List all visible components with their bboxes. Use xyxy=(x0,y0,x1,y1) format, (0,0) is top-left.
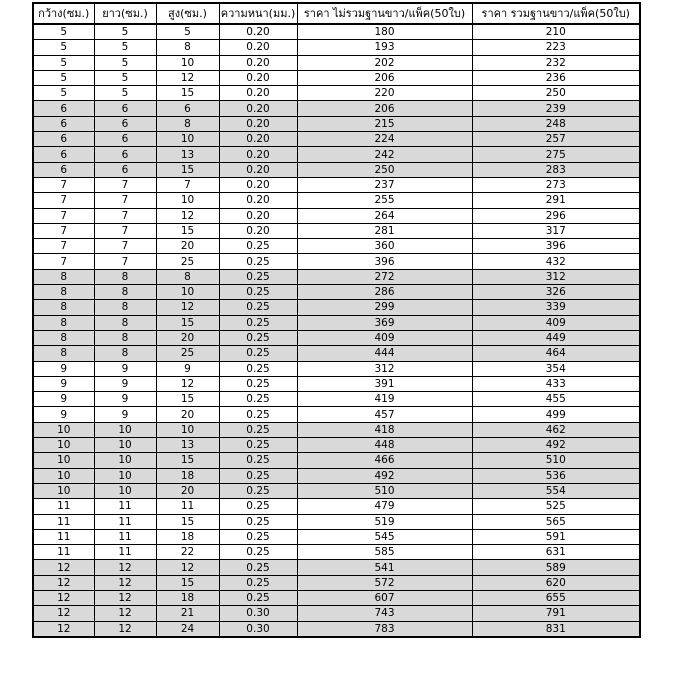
cell-thickness: 0.25 xyxy=(219,300,297,315)
cell-price-with-base: 223 xyxy=(472,40,640,55)
cell-price-without-base: 466 xyxy=(297,453,472,468)
cell-thickness: 0.20 xyxy=(219,86,297,101)
cell-length: 7 xyxy=(94,177,156,192)
cell-height: 9 xyxy=(156,361,219,376)
cell-price-with-base: 275 xyxy=(472,147,640,162)
cell-height: 15 xyxy=(156,86,219,101)
table-row xyxy=(33,514,640,529)
cell-length: 7 xyxy=(94,193,156,208)
cell-length: 12 xyxy=(94,590,156,605)
cell-length: 12 xyxy=(94,621,156,637)
cell-price-with-base: 432 xyxy=(472,254,640,269)
table-row xyxy=(33,55,640,70)
cell-price-with-base: 831 xyxy=(472,621,640,637)
cell-price-without-base: 418 xyxy=(297,422,472,437)
cell-price-without-base: 519 xyxy=(297,514,472,529)
cell-height: 22 xyxy=(156,545,219,560)
cell-thickness: 0.25 xyxy=(219,422,297,437)
cell-price-without-base: 202 xyxy=(297,55,472,70)
table-row xyxy=(33,606,640,621)
cell-price-without-base: 255 xyxy=(297,193,472,208)
cell-thickness: 0.25 xyxy=(219,254,297,269)
table-row xyxy=(33,24,640,40)
cell-height: 15 xyxy=(156,453,219,468)
cell-length: 5 xyxy=(94,24,156,40)
cell-thickness: 0.25 xyxy=(219,269,297,284)
cell-thickness: 0.20 xyxy=(219,132,297,147)
cell-price-without-base: 479 xyxy=(297,499,472,514)
cell-length: 7 xyxy=(94,239,156,254)
cell-height: 15 xyxy=(156,315,219,330)
cell-thickness: 0.20 xyxy=(219,116,297,131)
cell-length: 10 xyxy=(94,438,156,453)
cell-price-without-base: 299 xyxy=(297,300,472,315)
header-row xyxy=(33,3,640,24)
cell-width: 7 xyxy=(33,254,94,269)
price-table xyxy=(32,2,641,638)
table-row xyxy=(33,239,640,254)
cell-price-without-base: 206 xyxy=(297,101,472,116)
cell-price-with-base: 631 xyxy=(472,545,640,560)
cell-height: 18 xyxy=(156,590,219,605)
cell-price-without-base: 281 xyxy=(297,223,472,238)
cell-price-with-base: 291 xyxy=(472,193,640,208)
cell-thickness: 0.20 xyxy=(219,101,297,116)
cell-price-without-base: 444 xyxy=(297,346,472,361)
table-row xyxy=(33,468,640,483)
table-row xyxy=(33,315,640,330)
cell-length: 6 xyxy=(94,147,156,162)
cell-thickness: 0.20 xyxy=(219,40,297,55)
cell-thickness: 0.20 xyxy=(219,193,297,208)
cell-thickness: 0.25 xyxy=(219,468,297,483)
cell-height: 15 xyxy=(156,514,219,529)
cell-length: 6 xyxy=(94,116,156,131)
cell-thickness: 0.25 xyxy=(219,590,297,605)
cell-thickness: 0.25 xyxy=(219,529,297,544)
table-row xyxy=(33,269,640,284)
cell-price-without-base: 572 xyxy=(297,575,472,590)
cell-width: 8 xyxy=(33,315,94,330)
cell-length: 8 xyxy=(94,269,156,284)
cell-width: 6 xyxy=(33,147,94,162)
header-price-with-base: ราคา รวมฐานขาว/แพ็ค(50ใบ) xyxy=(472,3,640,24)
cell-width: 12 xyxy=(33,560,94,575)
cell-width: 9 xyxy=(33,407,94,422)
cell-price-with-base: 455 xyxy=(472,392,640,407)
header-height: สูง(ซม.) xyxy=(156,3,219,24)
table-header xyxy=(33,3,640,24)
cell-price-with-base: 589 xyxy=(472,560,640,575)
cell-width: 9 xyxy=(33,392,94,407)
cell-price-without-base: 607 xyxy=(297,590,472,605)
cell-width: 6 xyxy=(33,101,94,116)
cell-width: 12 xyxy=(33,621,94,637)
cell-height: 20 xyxy=(156,483,219,498)
cell-price-without-base: 419 xyxy=(297,392,472,407)
cell-length: 10 xyxy=(94,453,156,468)
cell-price-with-base: 499 xyxy=(472,407,640,422)
table-row xyxy=(33,621,640,637)
table-row xyxy=(33,116,640,131)
cell-price-with-base: 396 xyxy=(472,239,640,254)
cell-width: 10 xyxy=(33,422,94,437)
cell-price-with-base: 554 xyxy=(472,483,640,498)
table-row xyxy=(33,438,640,453)
cell-height: 20 xyxy=(156,407,219,422)
cell-thickness: 0.25 xyxy=(219,575,297,590)
table-row xyxy=(33,407,640,422)
cell-thickness: 0.25 xyxy=(219,407,297,422)
table-row xyxy=(33,346,640,361)
cell-height: 11 xyxy=(156,499,219,514)
cell-width: 8 xyxy=(33,346,94,361)
cell-thickness: 0.25 xyxy=(219,453,297,468)
cell-width: 9 xyxy=(33,376,94,391)
cell-length: 7 xyxy=(94,223,156,238)
cell-price-without-base: 312 xyxy=(297,361,472,376)
cell-price-with-base: 210 xyxy=(472,24,640,40)
cell-thickness: 0.25 xyxy=(219,376,297,391)
cell-length: 5 xyxy=(94,86,156,101)
price-table-sheet xyxy=(32,2,639,638)
cell-length: 11 xyxy=(94,529,156,544)
cell-height: 7 xyxy=(156,177,219,192)
cell-thickness: 0.25 xyxy=(219,239,297,254)
cell-thickness: 0.20 xyxy=(219,147,297,162)
table-row xyxy=(33,101,640,116)
table-row xyxy=(33,453,640,468)
cell-width: 10 xyxy=(33,468,94,483)
cell-height: 8 xyxy=(156,40,219,55)
table-row xyxy=(33,376,640,391)
cell-thickness: 0.25 xyxy=(219,285,297,300)
cell-price-without-base: 391 xyxy=(297,376,472,391)
cell-height: 12 xyxy=(156,300,219,315)
cell-height: 6 xyxy=(156,101,219,116)
cell-height: 12 xyxy=(156,208,219,223)
table-row xyxy=(33,560,640,575)
cell-width: 10 xyxy=(33,453,94,468)
cell-height: 21 xyxy=(156,606,219,621)
cell-length: 8 xyxy=(94,285,156,300)
cell-price-without-base: 206 xyxy=(297,70,472,85)
cell-thickness: 0.25 xyxy=(219,545,297,560)
cell-price-without-base: 250 xyxy=(297,162,472,177)
cell-price-with-base: 232 xyxy=(472,55,640,70)
cell-thickness: 0.20 xyxy=(219,162,297,177)
cell-width: 11 xyxy=(33,529,94,544)
table-row xyxy=(33,300,640,315)
cell-width: 7 xyxy=(33,177,94,192)
cell-length: 11 xyxy=(94,514,156,529)
header-length: ยาว(ซม.) xyxy=(94,3,156,24)
table-row xyxy=(33,162,640,177)
cell-length: 12 xyxy=(94,560,156,575)
cell-price-with-base: 312 xyxy=(472,269,640,284)
table-row xyxy=(33,86,640,101)
cell-width: 11 xyxy=(33,499,94,514)
cell-price-with-base: 248 xyxy=(472,116,640,131)
cell-thickness: 0.25 xyxy=(219,315,297,330)
cell-thickness: 0.25 xyxy=(219,438,297,453)
cell-thickness: 0.25 xyxy=(219,346,297,361)
cell-height: 15 xyxy=(156,162,219,177)
table-row xyxy=(33,208,640,223)
cell-price-with-base: 239 xyxy=(472,101,640,116)
cell-thickness: 0.20 xyxy=(219,55,297,70)
cell-price-with-base: 464 xyxy=(472,346,640,361)
cell-price-with-base: 449 xyxy=(472,330,640,345)
cell-height: 10 xyxy=(156,55,219,70)
cell-length: 8 xyxy=(94,315,156,330)
header-width: กว้าง(ซม.) xyxy=(33,3,94,24)
cell-width: 12 xyxy=(33,575,94,590)
cell-thickness: 0.20 xyxy=(219,24,297,40)
cell-price-with-base: 257 xyxy=(472,132,640,147)
cell-width: 9 xyxy=(33,361,94,376)
cell-price-with-base: 655 xyxy=(472,590,640,605)
cell-price-with-base: 791 xyxy=(472,606,640,621)
cell-width: 12 xyxy=(33,590,94,605)
table-row xyxy=(33,177,640,192)
cell-length: 11 xyxy=(94,545,156,560)
table-row xyxy=(33,70,640,85)
cell-width: 5 xyxy=(33,24,94,40)
cell-price-without-base: 743 xyxy=(297,606,472,621)
cell-price-with-base: 462 xyxy=(472,422,640,437)
header-price-without-base: ราคา ไม่รวมฐานขาว/แพ็ค(50ใบ) xyxy=(297,3,472,24)
cell-height: 8 xyxy=(156,269,219,284)
cell-length: 11 xyxy=(94,499,156,514)
cell-width: 6 xyxy=(33,162,94,177)
cell-thickness: 0.20 xyxy=(219,70,297,85)
cell-width: 8 xyxy=(33,269,94,284)
cell-width: 7 xyxy=(33,239,94,254)
cell-length: 6 xyxy=(94,162,156,177)
cell-length: 6 xyxy=(94,132,156,147)
table-row xyxy=(33,590,640,605)
cell-price-without-base: 396 xyxy=(297,254,472,269)
cell-length: 8 xyxy=(94,346,156,361)
cell-thickness: 0.20 xyxy=(219,177,297,192)
table-row xyxy=(33,147,640,162)
cell-price-with-base: 339 xyxy=(472,300,640,315)
cell-width: 6 xyxy=(33,116,94,131)
cell-width: 10 xyxy=(33,438,94,453)
header-thickness: ความหนา(มม.) xyxy=(219,3,297,24)
cell-price-with-base: 510 xyxy=(472,453,640,468)
table-row xyxy=(33,483,640,498)
cell-price-without-base: 220 xyxy=(297,86,472,101)
cell-price-without-base: 272 xyxy=(297,269,472,284)
cell-height: 25 xyxy=(156,254,219,269)
cell-price-without-base: 545 xyxy=(297,529,472,544)
cell-price-with-base: 273 xyxy=(472,177,640,192)
cell-thickness: 0.30 xyxy=(219,606,297,621)
cell-width: 7 xyxy=(33,193,94,208)
cell-length: 10 xyxy=(94,422,156,437)
cell-height: 12 xyxy=(156,560,219,575)
cell-height: 8 xyxy=(156,116,219,131)
cell-thickness: 0.25 xyxy=(219,499,297,514)
cell-length: 5 xyxy=(94,70,156,85)
cell-width: 8 xyxy=(33,285,94,300)
cell-price-without-base: 457 xyxy=(297,407,472,422)
table-row xyxy=(33,223,640,238)
cell-width: 7 xyxy=(33,208,94,223)
cell-height: 12 xyxy=(156,376,219,391)
cell-width: 11 xyxy=(33,545,94,560)
cell-price-without-base: 541 xyxy=(297,560,472,575)
cell-height: 5 xyxy=(156,24,219,40)
cell-price-with-base: 433 xyxy=(472,376,640,391)
cell-price-without-base: 360 xyxy=(297,239,472,254)
table-row xyxy=(33,132,640,147)
cell-height: 25 xyxy=(156,346,219,361)
cell-price-with-base: 525 xyxy=(472,499,640,514)
cell-price-without-base: 783 xyxy=(297,621,472,637)
cell-price-without-base: 286 xyxy=(297,285,472,300)
cell-width: 5 xyxy=(33,55,94,70)
cell-width: 8 xyxy=(33,300,94,315)
cell-price-with-base: 317 xyxy=(472,223,640,238)
cell-length: 9 xyxy=(94,392,156,407)
cell-price-without-base: 180 xyxy=(297,24,472,40)
cell-thickness: 0.25 xyxy=(219,361,297,376)
cell-thickness: 0.20 xyxy=(219,223,297,238)
cell-thickness: 0.30 xyxy=(219,621,297,637)
cell-price-without-base: 510 xyxy=(297,483,472,498)
cell-price-with-base: 409 xyxy=(472,315,640,330)
table-row xyxy=(33,285,640,300)
cell-price-with-base: 236 xyxy=(472,70,640,85)
cell-width: 5 xyxy=(33,70,94,85)
cell-price-with-base: 492 xyxy=(472,438,640,453)
cell-height: 10 xyxy=(156,285,219,300)
cell-price-without-base: 215 xyxy=(297,116,472,131)
cell-width: 8 xyxy=(33,330,94,345)
table-row xyxy=(33,499,640,514)
cell-thickness: 0.25 xyxy=(219,514,297,529)
cell-height: 15 xyxy=(156,392,219,407)
cell-height: 18 xyxy=(156,468,219,483)
cell-height: 15 xyxy=(156,223,219,238)
cell-length: 10 xyxy=(94,468,156,483)
cell-length: 8 xyxy=(94,330,156,345)
table-row xyxy=(33,193,640,208)
cell-length: 12 xyxy=(94,606,156,621)
cell-price-without-base: 369 xyxy=(297,315,472,330)
cell-height: 13 xyxy=(156,438,219,453)
table-row xyxy=(33,422,640,437)
cell-height: 15 xyxy=(156,575,219,590)
cell-length: 5 xyxy=(94,55,156,70)
cell-height: 12 xyxy=(156,70,219,85)
cell-length: 9 xyxy=(94,407,156,422)
cell-price-with-base: 565 xyxy=(472,514,640,529)
table-row xyxy=(33,545,640,560)
table-row xyxy=(33,330,640,345)
cell-width: 6 xyxy=(33,132,94,147)
cell-price-without-base: 237 xyxy=(297,177,472,192)
cell-price-without-base: 193 xyxy=(297,40,472,55)
table-row xyxy=(33,254,640,269)
cell-length: 5 xyxy=(94,40,156,55)
cell-width: 10 xyxy=(33,483,94,498)
cell-price-with-base: 326 xyxy=(472,285,640,300)
cell-length: 8 xyxy=(94,300,156,315)
cell-price-without-base: 224 xyxy=(297,132,472,147)
cell-price-without-base: 242 xyxy=(297,147,472,162)
cell-price-without-base: 585 xyxy=(297,545,472,560)
cell-width: 11 xyxy=(33,514,94,529)
table-row xyxy=(33,529,640,544)
cell-width: 7 xyxy=(33,223,94,238)
cell-height: 10 xyxy=(156,193,219,208)
cell-price-with-base: 250 xyxy=(472,86,640,101)
cell-height: 10 xyxy=(156,422,219,437)
cell-price-with-base: 354 xyxy=(472,361,640,376)
cell-height: 18 xyxy=(156,529,219,544)
cell-height: 20 xyxy=(156,330,219,345)
cell-width: 5 xyxy=(33,40,94,55)
cell-length: 12 xyxy=(94,575,156,590)
table-row xyxy=(33,575,640,590)
cell-length: 6 xyxy=(94,101,156,116)
table-row xyxy=(33,361,640,376)
cell-thickness: 0.25 xyxy=(219,560,297,575)
cell-price-with-base: 283 xyxy=(472,162,640,177)
cell-thickness: 0.25 xyxy=(219,483,297,498)
cell-price-with-base: 296 xyxy=(472,208,640,223)
cell-length: 10 xyxy=(94,483,156,498)
cell-width: 5 xyxy=(33,86,94,101)
cell-length: 9 xyxy=(94,361,156,376)
cell-length: 7 xyxy=(94,208,156,223)
cell-price-with-base: 536 xyxy=(472,468,640,483)
table-body xyxy=(33,24,640,637)
cell-width: 12 xyxy=(33,606,94,621)
cell-price-without-base: 448 xyxy=(297,438,472,453)
cell-thickness: 0.25 xyxy=(219,392,297,407)
cell-length: 7 xyxy=(94,254,156,269)
cell-price-with-base: 620 xyxy=(472,575,640,590)
table-row xyxy=(33,392,640,407)
cell-length: 9 xyxy=(94,376,156,391)
cell-height: 10 xyxy=(156,132,219,147)
cell-price-without-base: 264 xyxy=(297,208,472,223)
cell-height: 24 xyxy=(156,621,219,637)
cell-price-without-base: 409 xyxy=(297,330,472,345)
cell-thickness: 0.20 xyxy=(219,208,297,223)
cell-height: 13 xyxy=(156,147,219,162)
table-row xyxy=(33,40,640,55)
cell-height: 20 xyxy=(156,239,219,254)
cell-price-without-base: 492 xyxy=(297,468,472,483)
cell-price-with-base: 591 xyxy=(472,529,640,544)
cell-thickness: 0.25 xyxy=(219,330,297,345)
